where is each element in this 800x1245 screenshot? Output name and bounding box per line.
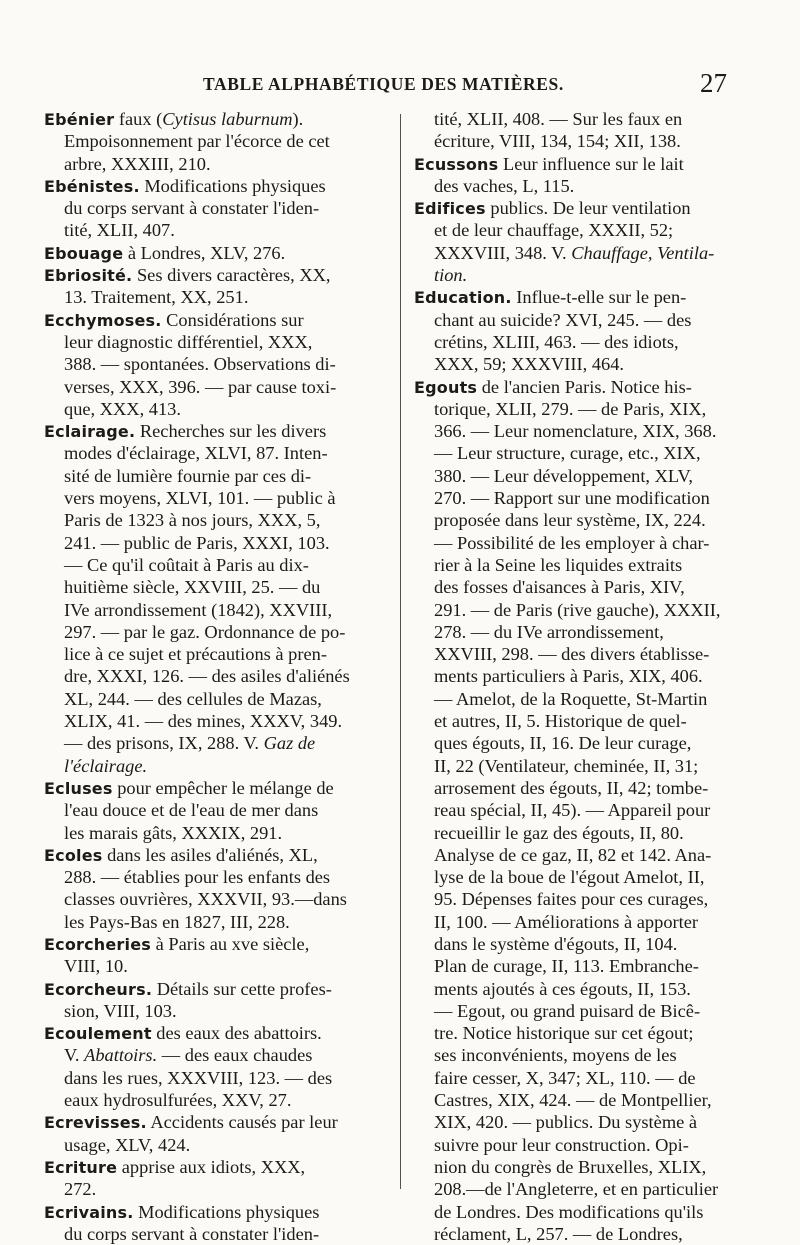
index-continuation-line (44, 442, 394, 464)
index-continuation-line (44, 197, 394, 219)
entry-text: Influe-t-elle sur le pen- (511, 287, 687, 308)
index-continuation-line (44, 331, 394, 353)
index-entry-line (44, 309, 394, 331)
index-continuation-line (44, 955, 394, 977)
entry-heading: Edifices (414, 199, 486, 219)
left-column (44, 108, 394, 1245)
index-continuation-line (414, 799, 758, 821)
index-continuation-line (414, 442, 758, 464)
index-continuation-line (414, 465, 758, 487)
index-continuation-line (414, 264, 758, 286)
index-continuation-line (414, 130, 758, 152)
entry-text: ments particuliers à Paris, XIX, 406. (434, 666, 703, 687)
entry-text: sité de lumière fournie par ces di- (64, 465, 312, 486)
index-entry-line (414, 153, 758, 175)
entry-text: Ses divers caractères, XX, (132, 265, 331, 286)
index-continuation-line (414, 911, 758, 933)
entry-text: dans le système d'égouts, II, 104. (434, 933, 678, 954)
entry-heading: Ebriosité. (44, 266, 133, 286)
page-number: 27 (700, 68, 727, 98)
entry-text: — Amelot, de la Roquette, St-Martin (434, 688, 708, 709)
entry-text: réclament, L, 257. — de Londres, (434, 1223, 683, 1244)
entry-text: 380. — Leur développement, XLV, (434, 465, 693, 486)
index-continuation-line (44, 1067, 394, 1089)
entry-text: les Pays-Bas en 1827, III, 228. (64, 911, 290, 932)
entry-text: à Londres, XLV, 276. (123, 242, 286, 263)
index-entry-line (44, 933, 394, 955)
index-entry-line (44, 420, 394, 442)
entry-text: lyse de la boue de l'égout Amelot, II, (434, 867, 705, 888)
entry-heading: Ecorcheurs. (44, 979, 153, 999)
index-continuation-line (414, 933, 758, 955)
index-entry-line (44, 175, 394, 197)
entry-text: du corps servant à constater l'iden- (64, 198, 320, 219)
index-entry-line (44, 1201, 394, 1223)
entry-text: XIX, 420. — publics. Du système à (434, 1112, 698, 1133)
index-continuation-line (414, 353, 758, 375)
index-continuation-line (414, 777, 758, 799)
entry-heading: Ecluses (44, 778, 113, 798)
right-column (414, 108, 758, 1245)
index-continuation-line (414, 219, 758, 241)
entry-text: Modifications physiques (139, 175, 326, 196)
entry-text: de Londres. Des modifications qu'ils (434, 1201, 704, 1222)
entry-text: Considérations sur (161, 309, 304, 330)
index-continuation-line (44, 1089, 394, 1111)
index-continuation-line (414, 420, 758, 442)
entry-heading: Ebénistes. (44, 176, 140, 196)
index-continuation-line (44, 688, 394, 710)
entry-heading: Ecoulement (44, 1024, 152, 1044)
entry-heading: Ecrivains. (44, 1202, 134, 1222)
entry-text: reau spécial, II, 45). — Appareil pour (434, 800, 711, 821)
index-continuation-line (414, 1000, 758, 1022)
index-continuation-line (44, 1223, 394, 1245)
entry-text: XXVIII, 298. — des divers établisse- (434, 644, 710, 665)
entry-text: — Ce qu'il coûtait à Paris au dix- (64, 554, 309, 575)
entry-text: Modifications physiques (133, 1201, 320, 1222)
index-continuation-line (414, 955, 758, 977)
entry-text: huitième siècle, XXVIII, 25. — du (64, 577, 321, 598)
index-continuation-line (414, 1111, 758, 1133)
entry-text: ). (292, 109, 304, 129)
column-divider (400, 114, 401, 1189)
index-entry-line (44, 242, 394, 264)
entry-text: ments ajoutés à ces égouts, II, 153. (434, 978, 691, 999)
entry-heading: Ecussons (414, 154, 499, 174)
entry-text: — des eaux chaudes (157, 1045, 313, 1066)
entry-text: XXXVIII, 348. V. (434, 242, 572, 263)
entry-text: 288. — établies pour les enfants des (64, 867, 331, 888)
index-entry-line (414, 197, 758, 219)
index-continuation-line (414, 1178, 758, 1200)
entry-text: leur diagnostic différentiel, XXX, (64, 331, 313, 352)
index-continuation-line (44, 509, 394, 531)
entry-text: de l'ancien Paris. Notice his- (477, 376, 692, 397)
index-entry-line (44, 844, 394, 866)
entry-text: nion du congrès de Bruxelles, XLIX, (434, 1156, 707, 1177)
entry-text: des eaux des abattoirs. (151, 1023, 322, 1044)
index-continuation-line (414, 1156, 758, 1178)
index-entry-line (44, 264, 394, 286)
index-continuation-line (414, 755, 758, 777)
index-continuation-line (414, 822, 758, 844)
entry-text: 278. — du IVe arrondissement, (434, 621, 664, 642)
entry-text: recueillir le gaz des égouts, II, 80. (434, 822, 684, 843)
index-continuation-line (44, 1134, 394, 1156)
italic-reference: l'éclairage. (64, 755, 148, 776)
entry-text: à Paris au xve siècle, (150, 933, 310, 954)
entry-text: arbre, XXXIII, 210. (64, 153, 211, 174)
entry-heading: Ecchymoses. (44, 310, 162, 330)
entry-text: Castres, XIX, 424. — de Montpellier, (434, 1090, 712, 1111)
index-continuation-line (414, 732, 758, 754)
entry-text: XXX, 59; XXXVIII, 464. (434, 354, 625, 375)
index-continuation-line (44, 643, 394, 665)
entry-text: Leur influence sur le lait (498, 153, 684, 174)
index-continuation-line (414, 398, 758, 420)
entry-text: Recherches sur les divers (135, 421, 327, 442)
entry-text: 208.—de l'Angleterre, et en particulier (434, 1179, 719, 1200)
entry-heading: Education. (414, 288, 512, 308)
entry-text: Détails sur cette profes- (152, 978, 332, 999)
index-continuation-line (44, 376, 394, 398)
entry-text: VIII, 10. (64, 956, 128, 977)
entry-text: 272. (64, 1179, 97, 1200)
entry-text: suivre pour leur construction. Opi- (434, 1134, 689, 1155)
entry-text: des vaches, L, 115. (434, 175, 575, 196)
index-entry-line (44, 1156, 394, 1178)
index-continuation-line (44, 665, 394, 687)
entry-text: — Egout, ou grand puisard de Bicê- (434, 1000, 701, 1021)
running-title: TABLE ALPHABÉTIQUE DES MATIÈRES. (203, 74, 564, 94)
entry-text: 291. — de Paris (rive gauche), XXXII, (434, 599, 721, 620)
index-entry-line (44, 978, 394, 1000)
index-continuation-line (44, 911, 394, 933)
index-continuation-line (414, 844, 758, 866)
index-continuation-line (414, 710, 758, 732)
index-continuation-line (44, 822, 394, 844)
entry-heading: Ecrevisses. (44, 1113, 147, 1133)
index-continuation-line (44, 353, 394, 375)
index-continuation-line (44, 576, 394, 598)
entry-text: Empoisonnement par l'écorce de cet (64, 131, 330, 152)
entry-text: modes d'éclairage, XLVI, 87. Inten- (64, 443, 328, 464)
index-continuation-line (414, 1134, 758, 1156)
index-continuation-line (44, 866, 394, 888)
entry-text: dans les asiles d'aliénés, XL, (102, 844, 318, 865)
entry-heading: Eclairage. (44, 422, 136, 442)
italic-reference: Abattoirs. (84, 1045, 158, 1066)
entry-text: ses inconvénients, moyens de les (434, 1045, 677, 1066)
index-entry-line (414, 286, 758, 308)
index-continuation-line (44, 487, 394, 509)
entry-text: usage, XLV, 424. (64, 1134, 191, 1155)
entry-text: faire cesser, X, 347; XL, 110. — de (434, 1067, 696, 1088)
entry-text: écriture, VIII, 134, 154; XII, 138. (434, 131, 681, 152)
entry-text: classes ouvrières, XXXVII, 93.—dans (64, 889, 347, 910)
entry-text: et de leur chauffage, XXXII, 52; (434, 220, 674, 241)
entry-text: 241. — public de Paris, XXXI, 103. (64, 532, 330, 553)
italic-reference: Chauffage, Ventila- (571, 242, 715, 263)
entry-text: — Leur structure, curage, etc., XIX, (434, 443, 701, 464)
entry-text: dans les rues, XXXVIII, 123. — des (64, 1067, 333, 1088)
index-continuation-line (414, 487, 758, 509)
index-continuation-line (414, 576, 758, 598)
entry-text: — des prisons, IX, 288. V. (64, 733, 264, 754)
index-entry-line (44, 1111, 394, 1133)
entry-text: II, 22 (Ventilateur, cheminée, II, 31; (434, 755, 699, 776)
index-continuation-line (44, 532, 394, 554)
index-continuation-line (414, 621, 758, 643)
entry-text: verses, XXX, 396. — par cause toxi- (64, 376, 337, 397)
entry-text: rier à la Seine les liquides extraits (434, 554, 683, 575)
index-entry-line (44, 1022, 394, 1044)
entry-text: les marais gâts, XXXIX, 291. (64, 822, 283, 843)
index-entry-line (414, 376, 758, 398)
index-continuation-line (44, 1178, 394, 1200)
entry-text: apprise aux idiots, XXX, (117, 1156, 306, 1177)
index-continuation-line (44, 621, 394, 643)
index-continuation-line (414, 643, 758, 665)
entry-text: ques égouts, II, 16. De leur curage, (434, 733, 692, 754)
entry-text: crétins, XLIII, 463. — des idiots, (434, 331, 679, 352)
entry-text: arrosement des égouts, II, 42; tombe- (434, 777, 709, 798)
index-continuation-line (414, 1067, 758, 1089)
entry-heading: Ebouage (44, 243, 124, 263)
entry-text: du corps servant à constater l'iden- (64, 1223, 320, 1244)
entry-text: XLIX, 41. — des mines, XXXV, 349. (64, 711, 343, 732)
index-continuation-line (44, 710, 394, 732)
index-continuation-line (414, 554, 758, 576)
index-continuation-line (44, 1044, 394, 1066)
entry-text: publics. De leur ventilation (485, 198, 691, 219)
entry-heading: Ecriture (44, 1157, 118, 1177)
index-continuation-line (414, 242, 758, 264)
index-continuation-line (44, 465, 394, 487)
entry-heading: Egouts (414, 377, 478, 397)
page-header (0, 68, 800, 102)
entry-text: dre, XXXI, 126. — des asiles d'aliénés (64, 666, 350, 687)
index-continuation-line (414, 1044, 758, 1066)
entry-text: eaux hydrosulfurées, XXV, 27. (64, 1090, 292, 1111)
entry-text: 95. Dépenses faites pour ces curages, (434, 889, 709, 910)
index-continuation-line (44, 398, 394, 420)
entry-text: II, 100. — Améliorations à apporter (434, 911, 699, 932)
index-continuation-line (414, 888, 758, 910)
entry-text: Paris de 1323 à nos jours, XXX, 5, (64, 510, 321, 531)
index-entry-line (44, 108, 394, 130)
entry-text: 388. — spontanées. Observations di- (64, 354, 336, 375)
entry-text: chant au suicide? XVI, 245. — des (434, 309, 692, 330)
index-continuation-line (44, 1000, 394, 1022)
index-continuation-line (414, 1089, 758, 1111)
entry-text: et autres, II, 5. Historique de quel- (434, 711, 687, 732)
italic-reference: Cytisus laburnum (162, 109, 293, 129)
entry-text: 366. — Leur nomenclature, XIX, 368. (434, 421, 717, 442)
entry-text: Analyse de ce gaz, II, 82 et 142. Ana- (434, 844, 712, 865)
index-continuation-line (414, 978, 758, 1000)
entry-text: proposée dans leur système, IX, 224. (434, 510, 706, 531)
index-continuation-line (44, 153, 394, 175)
index-continuation-line (414, 866, 758, 888)
entry-text: 270. — Rapport sur une modification (434, 488, 710, 509)
entry-heading: Ecoles (44, 845, 103, 865)
index-continuation-line (414, 665, 758, 687)
entry-text: pour empêcher le mélange de (112, 777, 334, 798)
index-continuation-line (414, 599, 758, 621)
italic-reference: Gaz de (263, 733, 316, 754)
index-continuation-line (44, 286, 394, 308)
entry-heading: Ecorcheries (44, 934, 151, 954)
entry-text: tité, XLII, 407. (64, 220, 175, 241)
entry-text: des fosses d'aisances à Paris, XIV, (434, 577, 685, 598)
entry-text: tre. Notice historique sur cet égout; (434, 1023, 694, 1044)
entry-text: Plan de curage, II, 113. Embranche- (434, 956, 699, 977)
entry-text: faux ( (114, 109, 163, 129)
entry-text: 297. — par le gaz. Ordonnance de po- (64, 621, 346, 642)
index-continuation-line (414, 309, 758, 331)
entry-text: vers moyens, XLVI, 101. — public à (64, 488, 336, 509)
entry-text: Accidents causés par leur (146, 1112, 338, 1133)
index-continuation-line (44, 755, 394, 777)
entry-text: sion, VIII, 103. (64, 1000, 177, 1021)
index-continuation-line (414, 1022, 758, 1044)
entry-text: 13. Traitement, XX, 251. (64, 287, 249, 308)
entry-text: IVe arrondissement (1842), XXVIII, (64, 599, 333, 620)
index-continuation-line (44, 130, 394, 152)
index-continuation-line (414, 509, 758, 531)
index-continuation-line (414, 1201, 758, 1223)
index-continuation-line (414, 688, 758, 710)
index-continuation-line (44, 732, 394, 754)
entry-text: V. (64, 1045, 85, 1066)
entry-text: lice à ce sujet et précautions à pren- (64, 644, 327, 665)
entry-text: tité, XLII, 408. — Sur les faux en (434, 109, 683, 129)
entry-text: l'eau douce et de l'eau de mer dans (64, 800, 319, 821)
index-continuation-line (44, 219, 394, 241)
entry-text: — Possibilité de les employer à char- (434, 532, 710, 553)
index-entry-line (44, 777, 394, 799)
entry-heading: Ebénier (44, 110, 115, 129)
entry-text: torique, XLII, 279. — de Paris, XIX, (434, 398, 707, 419)
entry-text: que, XXX, 413. (64, 398, 181, 419)
index-continuation-line (414, 1223, 758, 1245)
index-continuation-line (414, 175, 758, 197)
index-continuation-line (414, 331, 758, 353)
index-continuation-line (414, 532, 758, 554)
index-continuation-line (44, 554, 394, 576)
index-continuation-line (44, 888, 394, 910)
italic-reference: tion. (434, 265, 468, 286)
index-continuation-line (414, 108, 758, 130)
index-continuation-line (44, 599, 394, 621)
index-continuation-line (44, 799, 394, 821)
entry-text: XL, 244. — des cellules de Mazas, (64, 688, 322, 709)
